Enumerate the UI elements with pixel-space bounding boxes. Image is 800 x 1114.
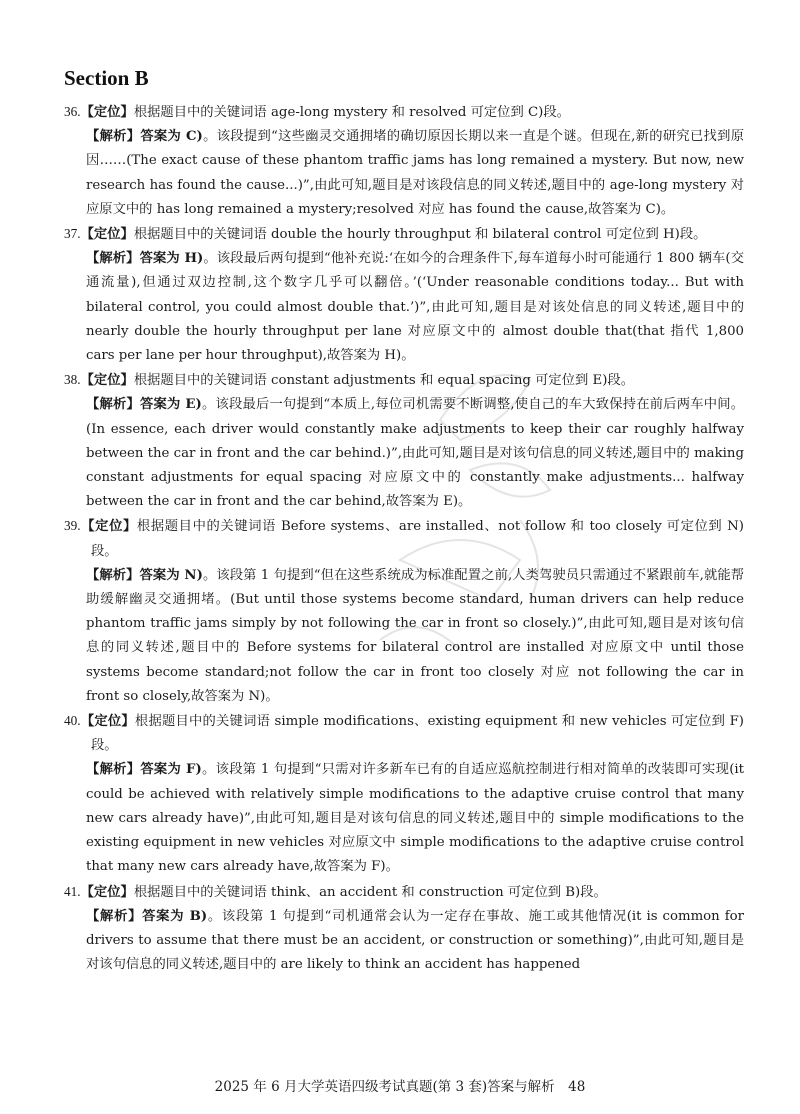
positioning-text: 根据题目中的关键词语 simple modifications、existing equipment 和 new vehicles 可定位到 F)段。	[91, 714, 744, 754]
analysis-tag: 【解析】	[86, 567, 140, 583]
positioning-text: 根据题目中的关键词语 age-long mystery 和 resolved 可定位到 C)段。	[133, 105, 570, 120]
analysis-text: 。该段第 1 句提到“但在这些系统成为标准配置之前,人类驾驶员只需通过不紧跟前车,就能帮助缓解幽灵交通拥堵。(But until those systems become standard, human drivers can help reduce phantom traffic jams simply by not following the car in front so closely.)”,由此可知,题目是对该句信息的同义转述,题目中的 Before systems for bilateral control are installed 对应原文中 until those systems become standard;not follow the car in front too closely 对应 not following the car in front so closely,故答案为 N)。	[86, 567, 745, 704]
question-item-38	[64, 368, 744, 514]
answer-analysis-list	[64, 100, 744, 977]
analysis-text: 。该段第 1 句提到“只需对许多新车已有的自适应巡航控制进行相对简单的改装即可实现(it could be achieved with relatively simple modifications to the adaptive cruise control that many new cars already have)”,由此可知,题目是对该句信息的同义转述,题目中的 simple modifications to the existing equipment in new vehicles 对应原文中 simple modifications to the adaptive cruise control that many new cars already have,故答案为 F)。	[86, 762, 744, 875]
positioning-text: 根据题目中的关键词语 double the hourly throughput 和 bilateral control 可定位到 H)段。	[133, 227, 707, 243]
analysis-tag: 【解析】	[86, 251, 140, 267]
question-number: 41.	[64, 883, 81, 899]
positioning-text: 根据题目中的关键词语 Before systems、are installed、not follow 和 too closely 可定位到 N)段。	[91, 519, 744, 559]
answer-label: 答案为 H)	[139, 251, 204, 267]
section-title: Section B	[64, 66, 149, 90]
positioning-tag: 【定位】	[80, 105, 134, 120]
positioning-line	[64, 368, 744, 393]
analysis-paragraph	[64, 564, 744, 709]
positioning-line	[64, 880, 744, 905]
positioning-tag: 【定位】	[80, 373, 134, 389]
positioning-tag: 【定位】	[80, 714, 135, 730]
answer-label: 答案为 F)	[140, 762, 202, 778]
analysis-paragraph	[64, 905, 744, 978]
analysis-text: 。该段最后两句提到“他补充说:‘在如今的合理条件下,每车道每小时可能通行 1 800 辆车(交通流量),但通过双边控制,这个数字几乎可以翻倍。’(‘Under reasonable conditions today... But with bilateral control, you could almost double that.’)”,由此可知,题目是对该处信息的同义转述,题目中的 nearly double the hourly throughput per lane 对应原文中的 almost double that(that 指代 1,800 cars per lane per hour throughput),故答案为 H)。	[86, 251, 745, 364]
answer-label: 答案为 E)	[140, 397, 202, 413]
question-item-40	[64, 709, 744, 879]
positioning-tag: 【定位】	[80, 227, 134, 243]
analysis-tag: 【解析】	[86, 762, 141, 778]
question-item-36	[64, 100, 744, 222]
positioning-line	[64, 709, 744, 758]
positioning-text: 根据题目中的关键词语 think、an accident 和 construction 可定位到 B)段。	[133, 884, 607, 900]
analysis-paragraph	[64, 758, 744, 879]
answer-label: 答案为 C)	[140, 129, 203, 145]
positioning-line	[64, 514, 744, 563]
analysis-paragraph	[64, 247, 744, 368]
positioning-text: 根据题目中的关键词语 constant adjustments 和 equal spacing 可定位到 E)段。	[133, 373, 635, 389]
positioning-tag: 【定位】	[80, 519, 137, 535]
positioning-tag: 【定位】	[80, 884, 134, 900]
question-number: 38.	[64, 372, 81, 388]
question-number: 39.	[64, 518, 81, 534]
answer-label: 答案为 B)	[142, 908, 208, 924]
question-item-37	[64, 222, 744, 368]
positioning-line	[64, 222, 744, 247]
analysis-text: 。该段提到“这些幽灵交通拥堵的确切原因长期以来一直是个谜。但现在,新的研究已找到原因……(The exact cause of these phantom traffic jams has long remained a mystery. But now, new research has found the cause...)”,由此可知,题目是对该段信息的同义转述,题目中的 age-long mystery 对应原文中的 has long remained a mystery;resolved 对应 has found the cause,故答案为 C)。	[86, 129, 745, 217]
question-number: 37.	[64, 226, 81, 242]
analysis-paragraph	[64, 393, 744, 514]
analysis-tag: 【解析】	[86, 129, 141, 145]
analysis-text: 。该段第 1 句提到“司机通常会认为一定存在事故、施工或其他情况(it is common for drivers to assume that there must be an accident, or construction or something)”,由此可知,题目是对该句信息的同义转述,题目中的 are likely to think an accident has happened	[86, 908, 744, 973]
analysis-paragraph	[64, 125, 744, 222]
page-footer: 2025 年 6 月大学英语四级考试真题(第 3 套)答案与解析 48	[214, 1079, 586, 1095]
question-number: 36.	[64, 104, 81, 119]
analysis-text: 。该段最后一句提到“本质上,每位司机需要不断调整,使自己的车大致保持在前后两车中间。(In essence, each driver would constantly make adjustments to keep their car roughly halfway between the car in front and the car behind.)”,由此可知,题目是对该句信息的同义转述,题目中的 making constant adjustments for equal spacing 对应原文中的 constantly make adjustments... halfway between the car in front and the car behind,故答案为 E)。	[86, 397, 745, 510]
answer-label: 答案为 N)	[139, 567, 203, 583]
analysis-tag: 【解析】	[86, 908, 143, 924]
question-item-39	[64, 514, 744, 709]
analysis-tag: 【解析】	[86, 397, 140, 413]
question-item-41	[64, 880, 744, 978]
question-number: 40.	[64, 713, 81, 729]
positioning-line	[64, 100, 744, 125]
